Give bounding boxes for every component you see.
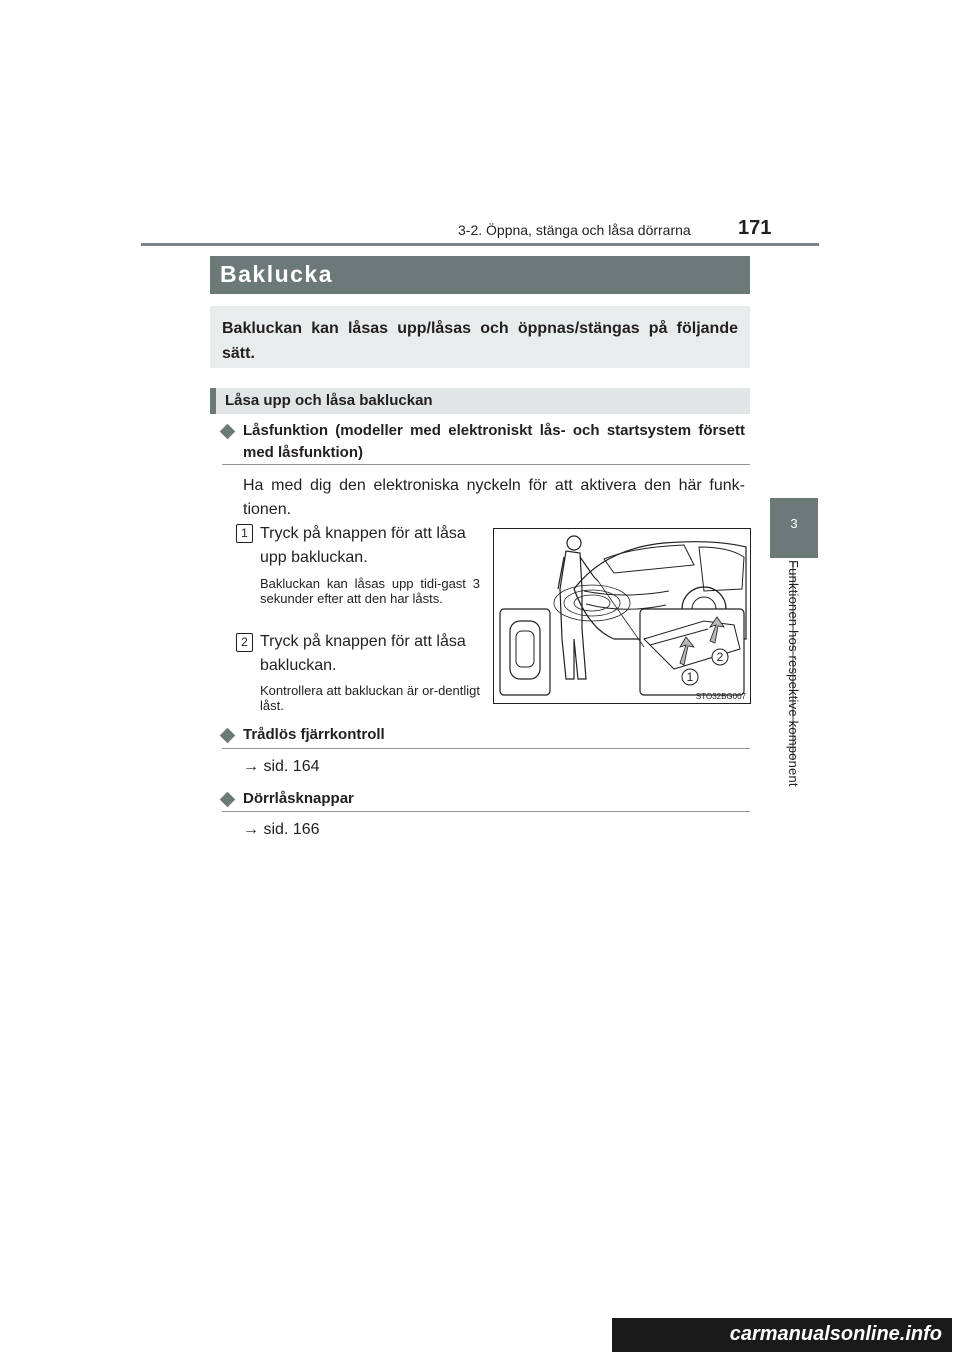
step-1-text: Tryck på knappen för att låsa upp bakluckan. (260, 525, 466, 566)
running-header-section: 3-2. Öppna, stänga och låsa dörrarna (458, 222, 691, 238)
illustration-drawing (494, 529, 750, 703)
heading-rule (222, 811, 750, 812)
back-door-illustration (493, 528, 751, 704)
page-number: 171 (738, 217, 772, 239)
footer-watermark[interactable]: carmanualsonline.info (729, 1323, 942, 1345)
heading-rule (222, 748, 750, 749)
diamond-bullet-icon (220, 424, 236, 440)
door-buttons-heading: Dörrlåsknappar (243, 790, 354, 807)
header-rule (141, 243, 819, 246)
callout-1: 1 (686, 670, 694, 684)
intro-box (210, 306, 750, 368)
subheading-stripe (210, 388, 216, 414)
step-1-note: Bakluckan kan låsas upp tidi-gast 3 sekunder efter att den har låsts. (260, 576, 480, 606)
diamond-bullet-icon (220, 792, 236, 808)
step-2-text: Tryck på knappen för att låsa bakluckan. (260, 633, 466, 674)
section-title-bar (210, 256, 750, 294)
remote-page-ref[interactable]: → sid. 164 (243, 758, 320, 775)
subheading-bar (210, 388, 750, 414)
heading-rule (222, 464, 750, 465)
diamond-bullet-icon (220, 728, 236, 744)
section-title: Baklucka (220, 261, 334, 287)
chapter-title: Funktionen hos respektive komponent (786, 560, 801, 787)
chapter-number: 3 (790, 516, 798, 531)
lock-function-heading: Låsfunktion (modeller med elektroniskt lås- och startsystem försett med låsfunktion) (243, 422, 745, 461)
step-number-1: 1 (236, 524, 253, 543)
chapter-tab (770, 498, 818, 558)
lock-function-body: Ha med dig den elektroniska nyckeln för att aktivera den här funk-tionen. (243, 477, 745, 518)
intro-text: Bakluckan kan låsas upp/låsas och öppnas/stängas på följande sätt. (222, 320, 738, 362)
door-buttons-page-ref[interactable]: → sid. 166 (243, 821, 320, 838)
illustration-code: STO32BG007 (695, 692, 746, 701)
footer-watermark-bar (612, 1318, 952, 1352)
step-2-note: Kontrollera att bakluckan är or-dentligt låst. (260, 683, 480, 713)
subheading: Låsa upp och låsa bakluckan (225, 392, 433, 409)
remote-heading: Trådlös fjärrkontroll (243, 726, 385, 743)
step-number-2: 2 (236, 633, 253, 652)
callout-2: 2 (716, 650, 724, 664)
